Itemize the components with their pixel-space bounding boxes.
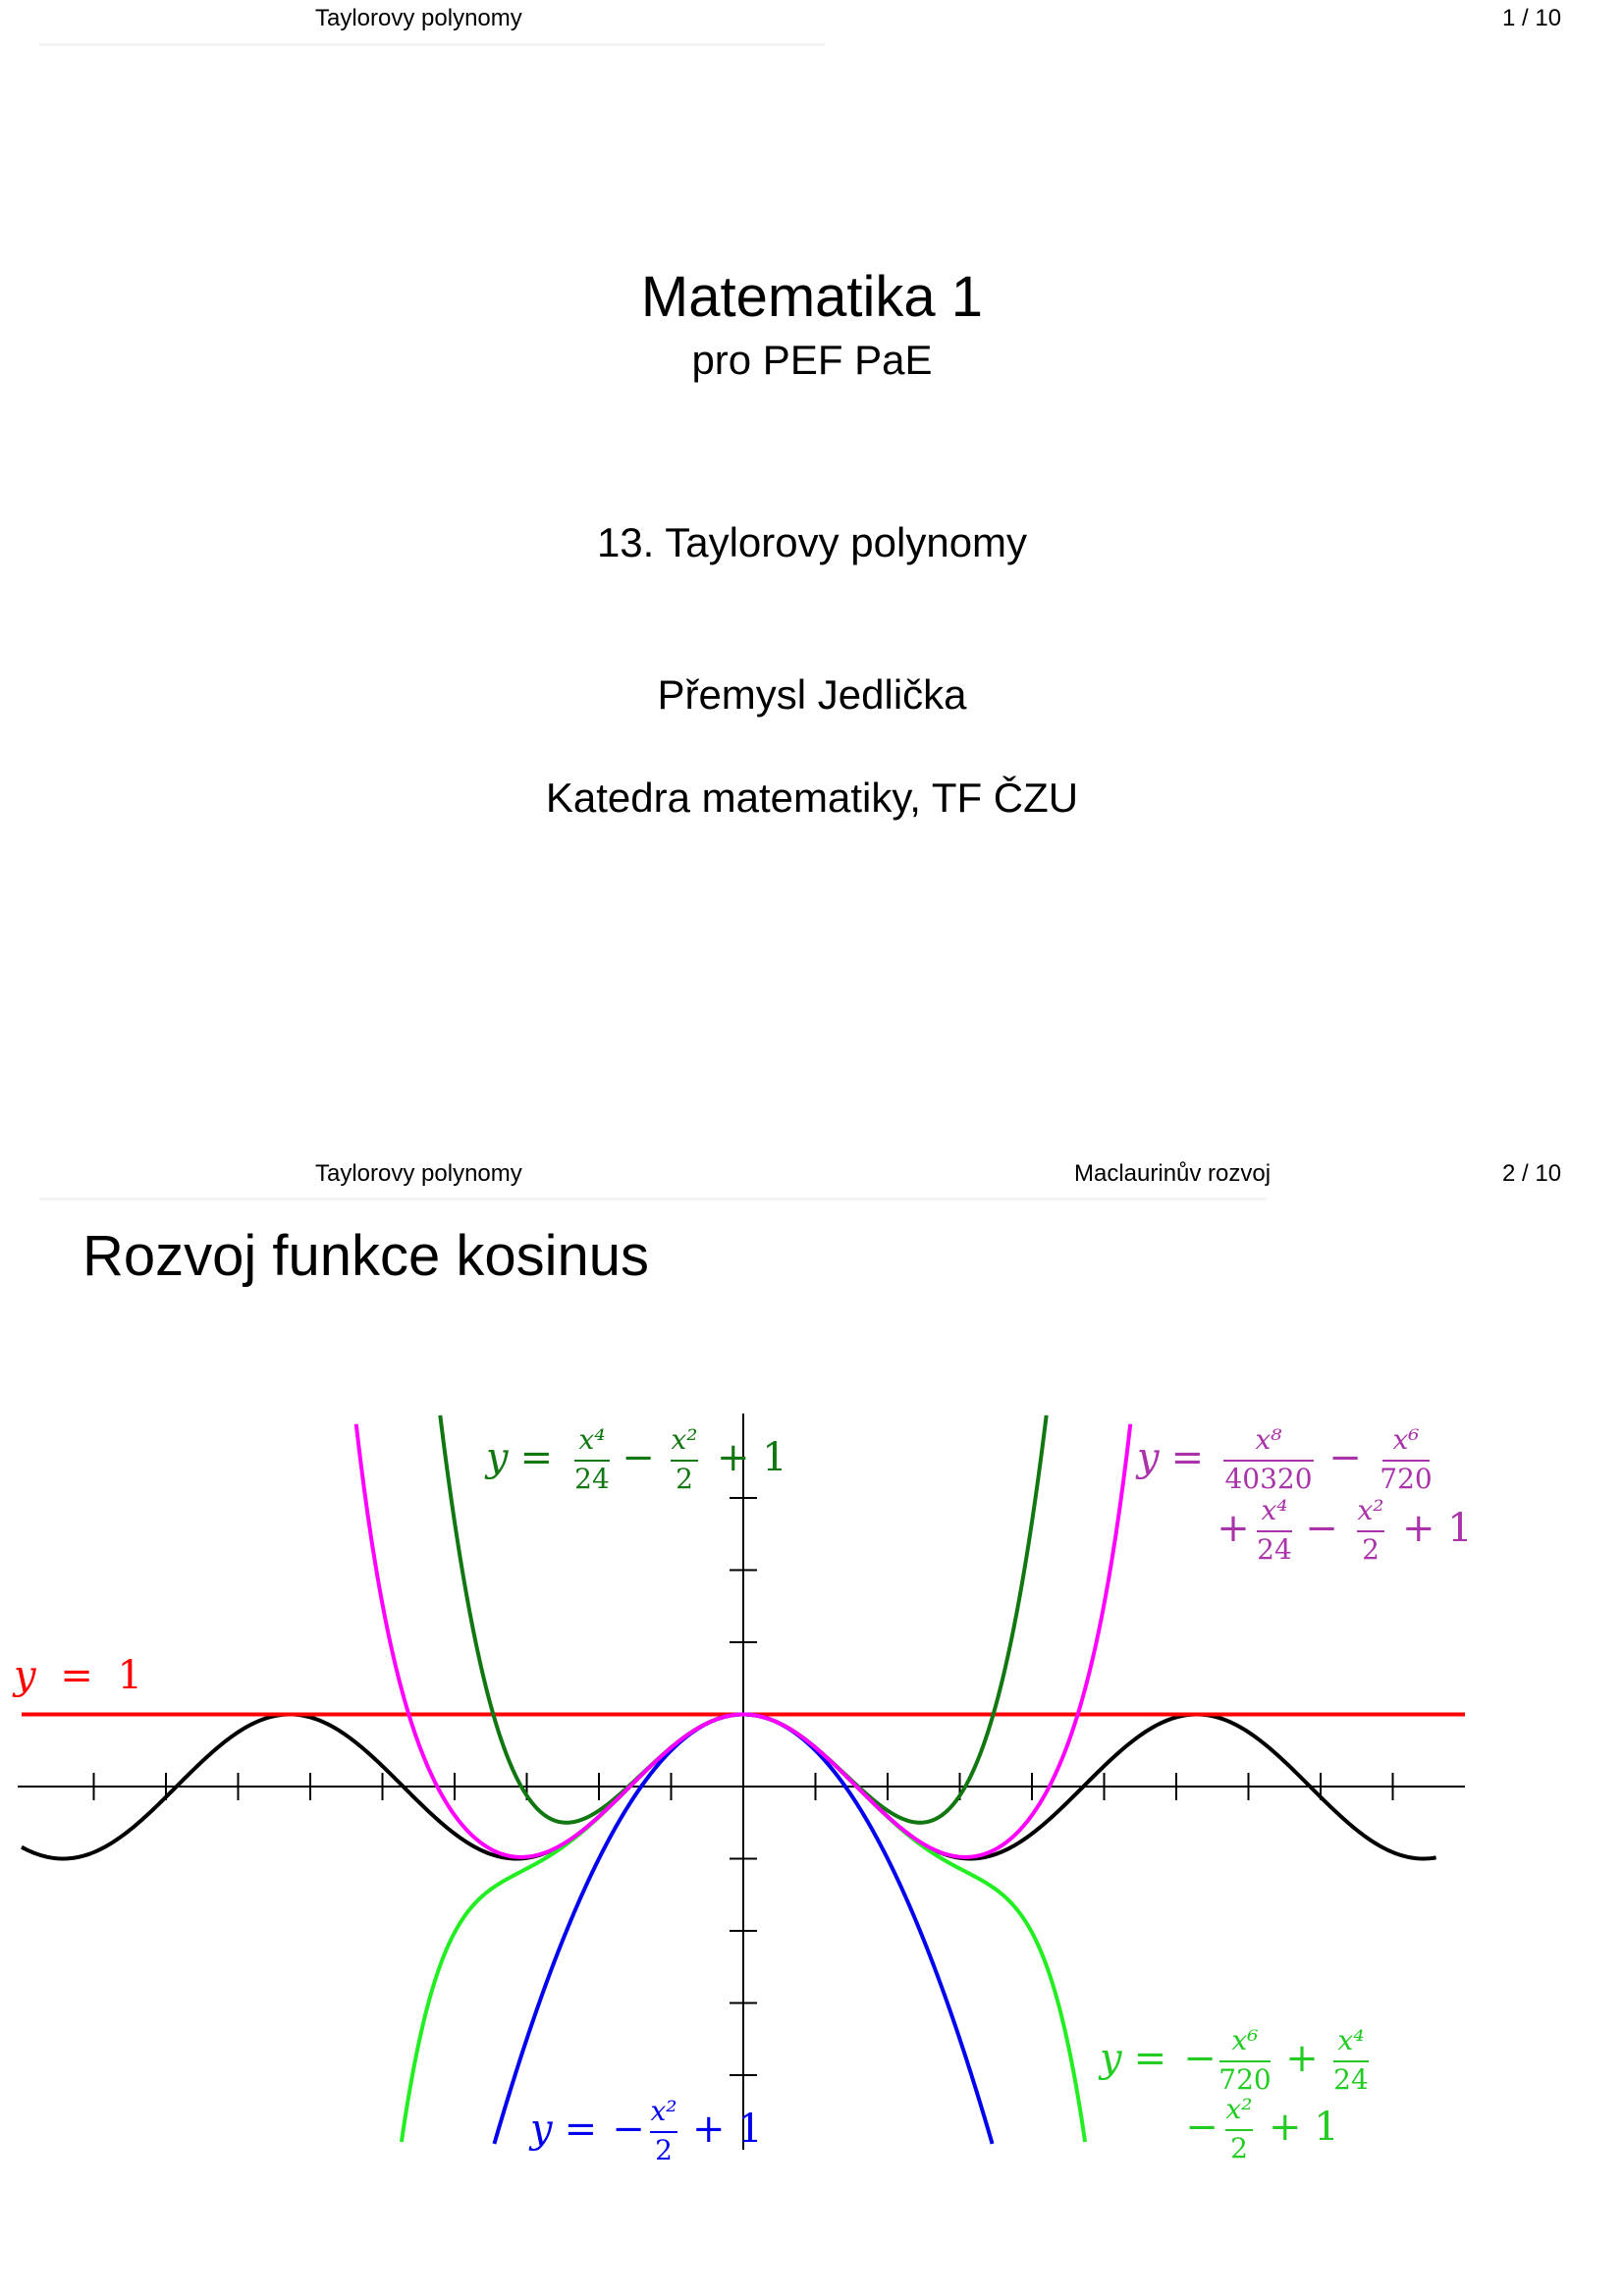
taylor-cosine-chart bbox=[0, 1394, 1492, 2160]
label-p6-minus2: − bbox=[1185, 2105, 1218, 2150]
label-p6-den2: 24 bbox=[1333, 2063, 1369, 2096]
label-p4-den2: 2 bbox=[676, 1463, 693, 1495]
label-p6-num1: x⁶ bbox=[1231, 2024, 1259, 2056]
label-p6-y: y bbox=[1100, 2036, 1122, 2081]
label-p2-minus: − bbox=[612, 2107, 645, 2152]
label-p6 bbox=[1098, 2024, 1369, 2160]
label-p2 bbox=[528, 2095, 763, 2160]
label-p8-num4: x² bbox=[1357, 1494, 1384, 1526]
label-p8-num2: x⁶ bbox=[1392, 1423, 1420, 1456]
label-p2-den: 2 bbox=[655, 2134, 673, 2160]
label-p2-tail: + 1 bbox=[692, 2107, 763, 2152]
label-p8-minus2: − bbox=[1305, 1506, 1338, 1551]
label-p0-eq: = bbox=[60, 1653, 93, 1698]
svg-text:y= bbox=[528, 2107, 597, 2152]
label-p6-eq: = bbox=[1133, 2036, 1167, 2081]
label-p8-den2: 720 bbox=[1380, 1463, 1433, 1495]
header-rule-page1 bbox=[39, 43, 825, 46]
label-p4-num2: x² bbox=[671, 1423, 698, 1456]
label-p8-den1: 40320 bbox=[1224, 1463, 1313, 1495]
label-p6-plus: + bbox=[1285, 2036, 1319, 2081]
label-p4-tail: + 1 bbox=[717, 1435, 787, 1480]
label-p8-eq: = bbox=[1170, 1435, 1205, 1480]
subtitle-page1: pro PEF PaE bbox=[691, 337, 933, 383]
svg-text:y= bbox=[1098, 2036, 1166, 2081]
label-p4-den1: 24 bbox=[574, 1463, 610, 1495]
label-p8-minus1: − bbox=[1328, 1435, 1362, 1480]
header-left-page2: Taylorovy polynomy bbox=[315, 1160, 522, 1187]
header-rule-page2 bbox=[39, 1198, 1267, 1201]
author: Přemysl Jedlička bbox=[657, 671, 967, 718]
label-p4-eq: = bbox=[519, 1435, 554, 1480]
label-p6-minus1: − bbox=[1183, 2036, 1217, 2081]
page-number-page2: 2 / 10 bbox=[1502, 1160, 1562, 1187]
label-p8 bbox=[1135, 1423, 1473, 1566]
label-p8-y: y bbox=[1137, 1435, 1160, 1480]
institute: Katedra matematiky, TF ČZU bbox=[545, 774, 1079, 821]
header-left-page1: Taylorovy polynomy bbox=[315, 5, 522, 31]
label-p4 bbox=[484, 1423, 787, 1495]
label-p6-den3: 2 bbox=[1230, 2132, 1248, 2160]
lecture-title: 13. Taylorovy polynomy bbox=[596, 519, 1028, 565]
label-p6-den1: 720 bbox=[1218, 2063, 1272, 2096]
page-number-page1: 1 / 10 bbox=[1502, 5, 1562, 31]
label-p6-num2: x⁴ bbox=[1337, 2024, 1365, 2056]
label-p2-num: x² bbox=[650, 2095, 677, 2127]
svg-text:y= bbox=[1135, 1435, 1204, 1480]
label-p4-num1: x⁴ bbox=[578, 1423, 606, 1456]
label-p0-y: y bbox=[14, 1653, 36, 1698]
svg-text:y= bbox=[484, 1435, 553, 1480]
header-section-page2: Maclaurinův rozvoj bbox=[1074, 1160, 1272, 1187]
label-p2-eq: = bbox=[564, 2107, 598, 2152]
label-p8-num1: x⁸ bbox=[1255, 1423, 1282, 1456]
label-p6-num3: x² bbox=[1225, 2093, 1253, 2125]
label-p0 bbox=[12, 1653, 142, 1698]
label-p4-y: y bbox=[486, 1435, 509, 1480]
label-p6-tail: + 1 bbox=[1269, 2105, 1339, 2150]
label-p2-y: y bbox=[530, 2107, 553, 2152]
slide-title-page2: Rozvoj funkce kosinus bbox=[82, 1224, 650, 1288]
label-p8-tail: + 1 bbox=[1402, 1506, 1473, 1551]
label-p8-den3: 24 bbox=[1257, 1533, 1292, 1566]
label-p0-one: 1 bbox=[117, 1653, 143, 1698]
label-p8-plus: + bbox=[1217, 1506, 1250, 1551]
label-p8-den4: 2 bbox=[1362, 1533, 1380, 1566]
title-page1: Matematika 1 bbox=[640, 265, 984, 329]
label-p8-num3: x⁴ bbox=[1261, 1494, 1288, 1526]
label-p4-minus: − bbox=[622, 1435, 655, 1480]
